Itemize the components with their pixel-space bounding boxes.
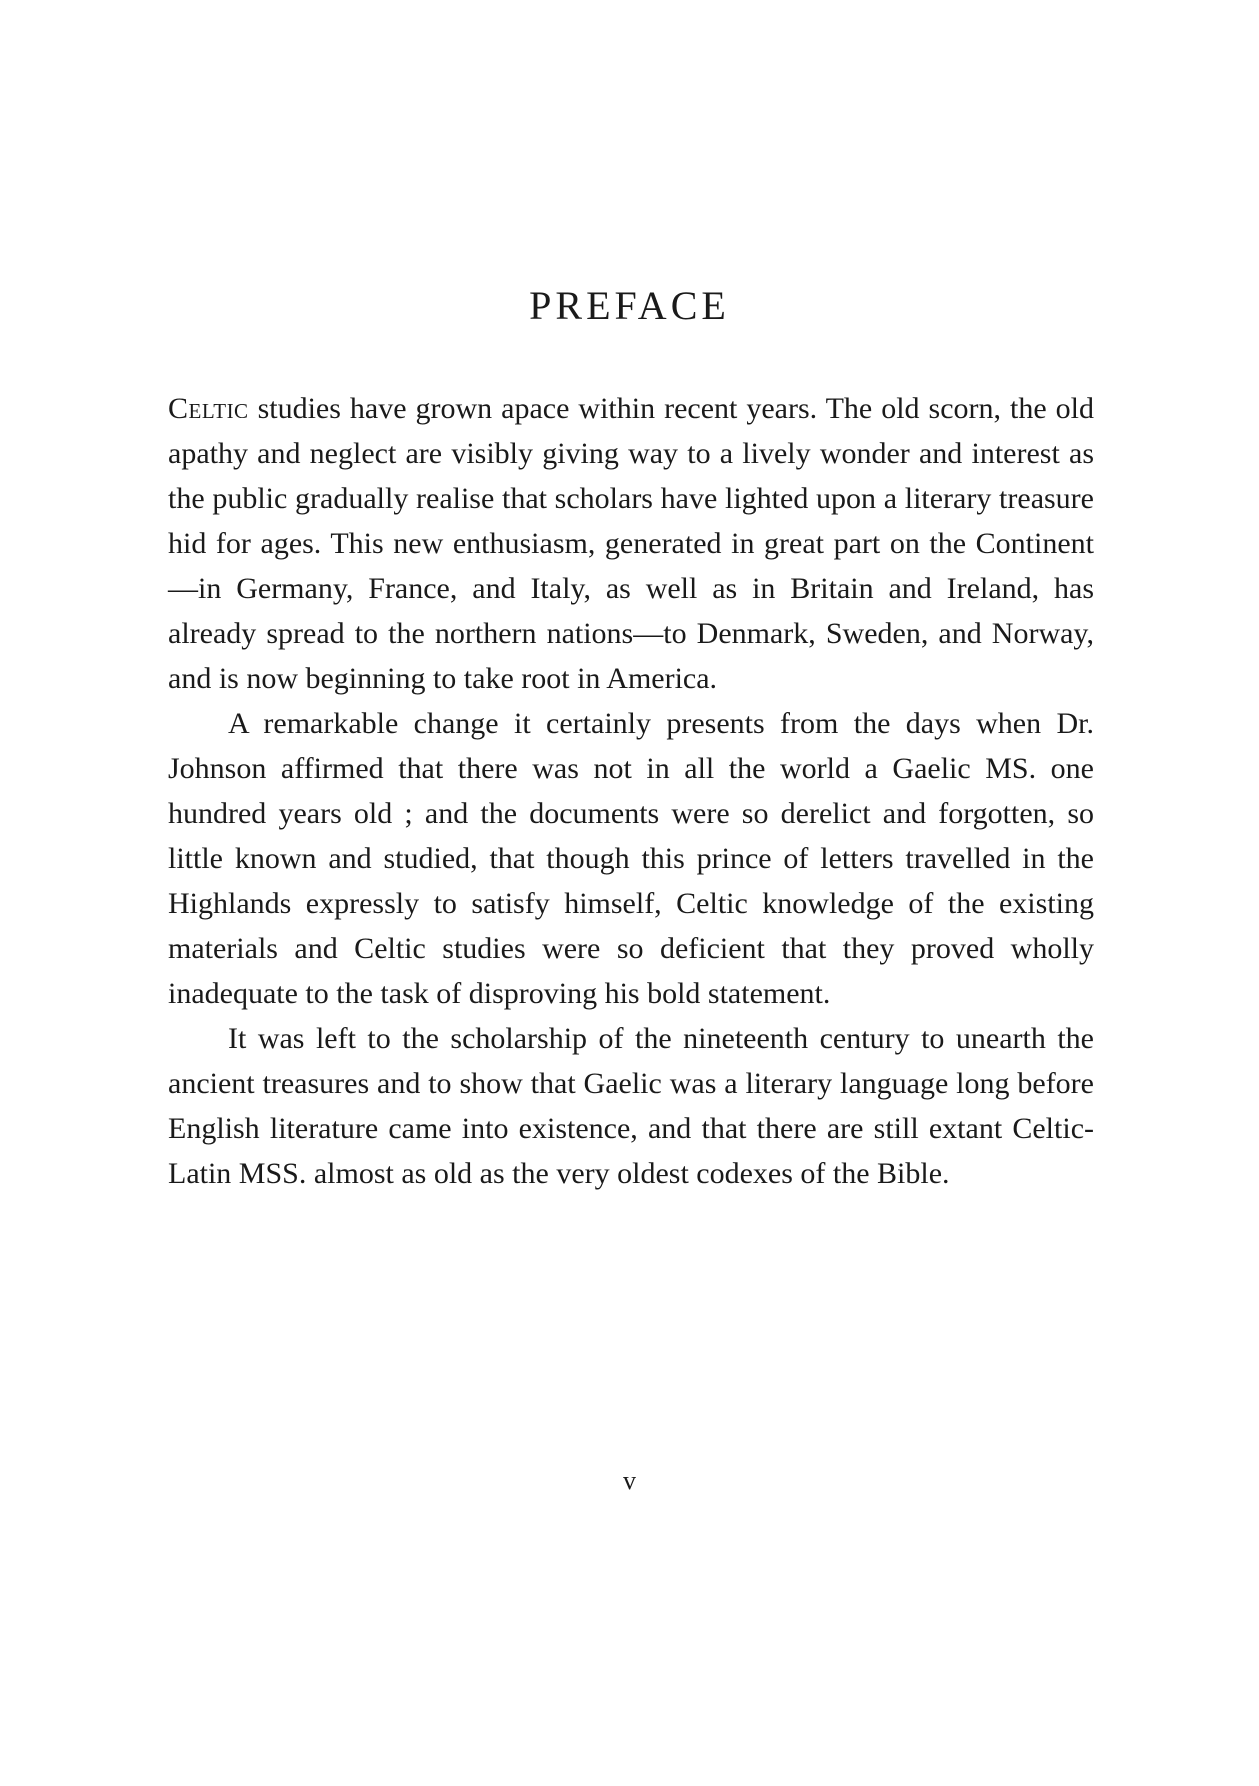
page-number: v: [623, 1466, 636, 1495]
paragraph-1-lead: Celtic: [168, 392, 249, 425]
page-title: PREFACE: [529, 283, 730, 328]
paragraph-1: [168, 386, 1094, 701]
paragraph-1-text: studies have grown apace within recent years. The old scorn, the old apathy and neglect are visibly giving way to a lively wonder and interest as the public gradually realise that scholars have lighted upon a literary treasure hid for ages. This new enthusiasm, generated in great part on the Continent—in Germany, France, and Italy, as well as in Britain and Ireland, has already spread to the northern nations—to Denmark, Sweden, and Norway, and is now beginning to take root in America.: [168, 392, 1094, 695]
preface-body: [168, 386, 1094, 1196]
paragraph-3: It was left to the scholarship of the nineteenth century to unearth the ancient treasures and to show that Gaelic was a literary language long before English literature came into existence, and that there are still extant Celtic-Latin MSS. almost as old as the very oldest codexes of the Bible.: [168, 1022, 1094, 1190]
paragraph-2: A remarkable change it certainly presents from the days when Dr. Johnson affirmed that there was not in all the world a Gaelic MS. one hundred years old ; and the documents were so derelict and forgotten, so little known and studied, that though this prince of letters travelled in the Highlands expressly to satisfy himself, Celtic knowledge of the existing materials and Celtic studies were so deficient that they proved wholly inadequate to the task of disproving his bold statement.: [168, 707, 1094, 1010]
